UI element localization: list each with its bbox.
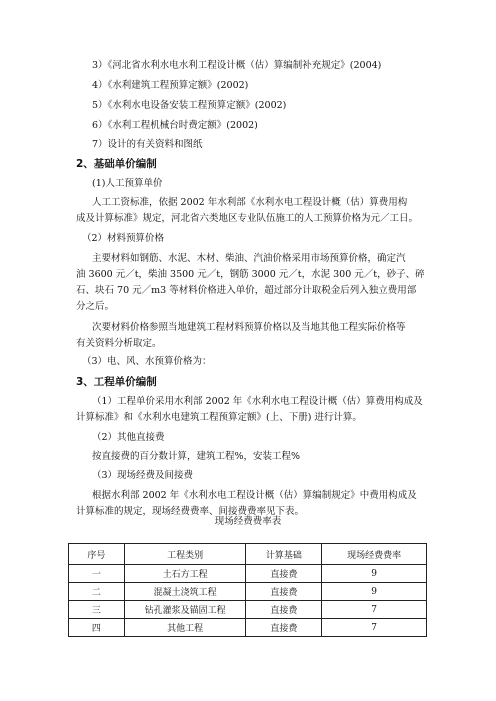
table-row bbox=[69, 619, 427, 637]
paragraph-line: 次要材料价格参照当地建筑工程材料预算价格以及当地其他工程实际价格等 bbox=[92, 322, 406, 333]
section-heading: 3、工程单价编制 bbox=[76, 376, 157, 388]
paragraph-line: 有关资料分析取定。 bbox=[76, 338, 162, 349]
table-cell: 三 bbox=[69, 601, 125, 619]
paragraph-line: 按直接费的百分数计算，建筑工程%，安装工程% bbox=[92, 451, 301, 462]
paragraph-line: 油 3600 元／t，柴油 3500 元／t，钢筋 3000 元／t，水泥 300 元／t，砂子、碎 bbox=[76, 269, 425, 280]
table-cell: 四 bbox=[69, 619, 125, 637]
table-header-row bbox=[69, 544, 427, 565]
header-cell: 现场经费费率 bbox=[322, 544, 427, 565]
subsection-title: （2）材料预算价格 bbox=[82, 233, 165, 244]
table-cell: 一 bbox=[69, 565, 125, 583]
paragraph-line: 计算标准》和《水利水电建筑工程预算定额》(上、下册) 进行计算。 bbox=[76, 412, 362, 423]
subsection-title: （3）电、风、水预算价格为： bbox=[82, 356, 212, 367]
table-cell: 9 bbox=[322, 583, 427, 601]
header-cell: 计算基础 bbox=[246, 544, 322, 565]
table-row bbox=[69, 565, 427, 583]
paragraph-line: 石、块石 70 元／m3 等材料价格进入单价，超过部分计取税金后列入独立费用部 bbox=[76, 285, 417, 296]
table-cell: 直接费 bbox=[246, 601, 322, 619]
table-cell: 二 bbox=[69, 583, 125, 601]
table-row bbox=[69, 583, 427, 601]
table-cell: 其他工程 bbox=[124, 619, 246, 637]
reference-item: 3）《河北省水利水电水利工程设计概（估）算编制补充规定》(2004) bbox=[92, 60, 382, 71]
table-cell: 直接费 bbox=[246, 619, 322, 637]
header-cell: 序号 bbox=[69, 544, 125, 565]
paragraph-line: 主要材料如钢筋、水泥、木材、柴油、汽油价格采用市场预算价格，确定汽 bbox=[92, 253, 406, 264]
table-cell: 土石方工程 bbox=[124, 565, 246, 583]
subsection-title: （3）现场经费及间接费 bbox=[92, 470, 194, 481]
fee-rate-table bbox=[68, 543, 427, 637]
table-cell: 直接费 bbox=[246, 583, 322, 601]
subsection-title: (1)人工预算单价 bbox=[92, 178, 163, 189]
table-cell: 7 bbox=[322, 619, 427, 637]
reference-item: 4）《水利建筑工程预算定额》(2002) bbox=[92, 80, 249, 91]
reference-item: 7）设计的有关资料和图纸 bbox=[92, 139, 203, 150]
table-cell: 钻孔灌浆及锚固工程 bbox=[124, 601, 246, 619]
table-cell: 直接费 bbox=[246, 565, 322, 583]
reference-item: 6）《水利工程机械台时费定额》(2002) bbox=[92, 120, 258, 131]
paragraph-line: 根据水利部 2002 年《水利水电工程设计概（估）算编制规定》中费用构成及 bbox=[92, 490, 417, 501]
table-cell: 9 bbox=[322, 565, 427, 583]
header-cell: 工程类别 bbox=[124, 544, 246, 565]
paragraph-line: 分之后。 bbox=[76, 301, 115, 312]
table-cell: 混凝土浇筑工程 bbox=[124, 583, 246, 601]
paragraph-line: 人工工资标准，依据 2002 年水利部《水利水电工程设计概（估）算费用构 bbox=[92, 197, 408, 208]
reference-item: 5）《水利水电设备安装工程预算定额》(2002) bbox=[92, 100, 287, 111]
section-heading: 2、基础单价编制 bbox=[76, 158, 157, 170]
paragraph-line: （1）工程单价采用水利部 2002 年《水利水电工程设计概（估）算费用构成及 bbox=[92, 396, 423, 407]
table-cell: 7 bbox=[322, 601, 427, 619]
paragraph-line: 计算标准的规定，现场经费费率、间接费费率见下表。 bbox=[76, 506, 305, 517]
table-row bbox=[69, 601, 427, 619]
table-caption: 现场经费费率表 bbox=[214, 516, 282, 527]
paragraph-line: 成及计算标准》规定，河北省六类地区专业队伍施工的人工预算价格为元／工日。 bbox=[76, 213, 419, 224]
subsection-title: （2）其他直接费 bbox=[92, 432, 165, 443]
